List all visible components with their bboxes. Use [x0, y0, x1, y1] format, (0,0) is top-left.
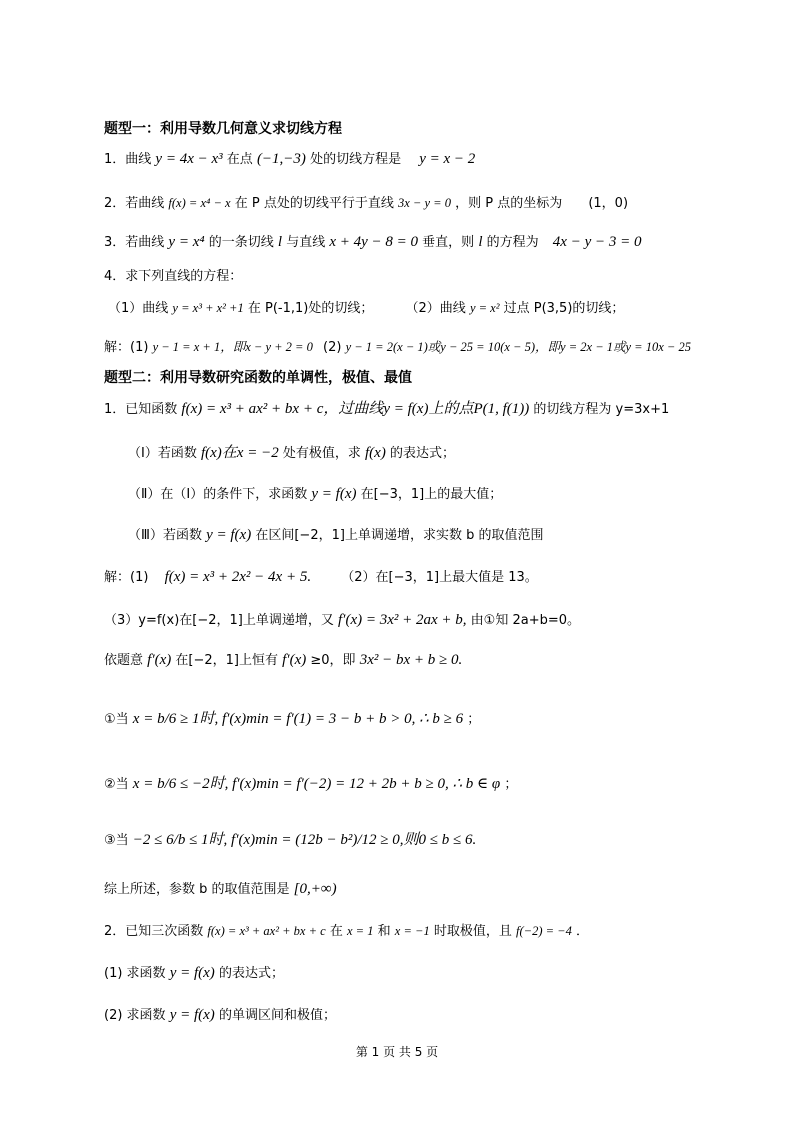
p2-end: ． [576, 924, 590, 939]
s4-mid: 在[−2，1]上恒有 [175, 653, 278, 668]
s1-label: 解：(1) [104, 570, 149, 585]
s3-end: 由①知 2a+b=0。 [470, 613, 581, 628]
q1-mid: 在点 [226, 152, 253, 167]
case-1-end: ； [467, 712, 481, 727]
s3-formula: f′(x) = 3x² + 2ax + b, [338, 612, 467, 628]
question-1 [104, 148, 475, 168]
q4-1-text: 在 P(-1,1)处的切线； [247, 301, 374, 316]
q2-mid: 在 P 点处的切线平行于直线 [234, 196, 394, 211]
s4-formula: f′(x) [147, 652, 172, 668]
s1-part2: （2）在[−3，1]上最大值是 13。 [341, 570, 538, 585]
p2-formula-3: x = −1 [394, 924, 430, 938]
question-4-parts [108, 297, 624, 316]
q2-text: 2．若曲线 [104, 196, 165, 211]
q4-2-label: （2）曲线 [405, 301, 466, 316]
solution-4 [104, 336, 691, 355]
problem-1-part-III [128, 524, 543, 544]
summary-text: 综上所述，参数 b 的取值范围是 [104, 882, 290, 897]
q3-formula: y = x⁴ [168, 234, 205, 250]
p1-I-end: 的表达式； [389, 446, 455, 461]
p1-II-label: （Ⅱ）在（Ⅰ）的条件下，求函数 [128, 487, 308, 502]
sol4-label-2: (2) [323, 340, 342, 355]
q1-text: 1．曲线 [104, 152, 152, 167]
s4-text: 依题意 [104, 653, 144, 668]
p2-formula-4: f(−2) = −4 [516, 924, 572, 938]
problem-2-part-2 [104, 1004, 336, 1024]
q3-l: l [277, 234, 283, 250]
p2-2-label: (2) 求函数 [104, 1008, 166, 1023]
summary [104, 878, 337, 898]
q2-answer: (1，0) [588, 196, 629, 211]
q4-2-text: 过点 P(3,5)的切线； [503, 301, 625, 316]
problem-1-part-II [128, 483, 502, 503]
section-heading-1: 题型一：利用导数几何意义求切线方程 [104, 121, 342, 137]
case-1 [104, 707, 480, 728]
problem-2 [104, 920, 589, 939]
p1-label: 1．已知函数 [104, 402, 178, 417]
p2-mid2: 和 [377, 924, 391, 939]
question-2 [104, 192, 628, 211]
sol4-formula-2: y − 1 = 2(x − 1)或y − 25 = 10(x − 5)，即y = 2x − 1或y = 10x − 25 [345, 340, 691, 354]
sol4-label: 解：(1) [104, 340, 149, 355]
p1-III-text: 在区间[−2，1]上单调递增，求实数 b 的取值范围 [255, 528, 544, 543]
p2-mid3: 时取极值，且 [433, 924, 512, 939]
q3-mid2: 与直线 [286, 235, 326, 250]
p1-I-formula-2: f(x) [365, 445, 386, 461]
q4-1-label: （1）曲线 [108, 301, 169, 316]
case-3-formula: −2 ≤ 6/b ≤ 1时, f′(x)min = (12b − b²)/12 ≥ 0,则0 ≤ b ≤ 6. [132, 832, 477, 848]
p1-I-label: （Ⅰ）若函数 [128, 446, 197, 461]
p2-1-label: (1) 求函数 [104, 966, 166, 981]
q3-line-formula: x + 4y − 8 = 0 [329, 234, 419, 250]
s1-formula: f(x) = x³ + 2x² − 4x + 5. [164, 569, 312, 585]
q2-line-formula: 3x − y = 0 [397, 196, 451, 210]
p1-III-label: （Ⅲ）若函数 [128, 528, 202, 543]
case-3 [104, 828, 476, 849]
p2-label: 2．已知三次函数 [104, 924, 204, 939]
problem-1-part-I [128, 441, 455, 462]
q3-mid3: 垂直，则 [422, 235, 475, 250]
q3-l2: l [478, 234, 483, 250]
solution-condition [104, 649, 462, 669]
p2-formula-2: x = 1 [347, 924, 374, 938]
case-2 [104, 772, 517, 793]
q2-formula: f(x) = x⁴ − x [168, 196, 231, 210]
problem-2-part-1 [104, 962, 284, 982]
case-2-end: ； [504, 777, 518, 792]
case-1-formula: x = b/6 ≥ 1时, f′(x)min = f′(1) = 3 − b + b > 0, ∴ b ≥ 6 [132, 711, 464, 727]
s4-formula-2: f′(x) [282, 652, 307, 668]
q4-2-formula: y = x² [469, 301, 500, 315]
case-1-label: ①当 [104, 712, 129, 727]
p2-mid: 在 [329, 924, 343, 939]
s3-text: （3）y=f(x)在[−2，1]上单调递增，又 [104, 613, 334, 628]
case-2-formula: x = b/6 ≤ −2时, f′(x)min = f′(−2) = 12 + 2b + b ≥ 0, ∴ b ∈ φ [132, 776, 501, 792]
page-footer: 第 1 页 共 5 页 [355, 1045, 439, 1059]
p1-II-text: 在[−3，1]上的最大值； [360, 487, 503, 502]
question-3 [104, 231, 641, 251]
q3-answer: 4x − y − 3 = 0 [552, 234, 642, 250]
question-4: 4．求下列直线的方程： [104, 269, 243, 284]
q3-text: 3．若曲线 [104, 235, 165, 250]
p2-1-text: 的表达式； [218, 966, 284, 981]
p1-II-formula: y = f(x) [311, 486, 357, 502]
solution-3 [104, 609, 580, 629]
case-3-label: ③当 [104, 833, 129, 848]
q1-point: (−1,−3) [256, 151, 306, 167]
p1-I-text: 处有极值，求 [282, 446, 361, 461]
p2-2-formula: y = f(x) [169, 1007, 215, 1023]
p2-1-formula: y = f(x) [169, 965, 215, 981]
p1-I-formula: f(x)在x = −2 [200, 445, 279, 461]
case-2-label: ②当 [104, 777, 129, 792]
section-heading-2: 题型二：利用导数研究函数的单调性，极值、最值 [104, 370, 412, 386]
q3-mid: 的一条切线 [208, 235, 274, 250]
summary-formula: [0,+∞) [293, 881, 337, 897]
q1-end: 处的切线方程是 [310, 152, 402, 167]
p1-III-formula: y = f(x) [206, 527, 252, 543]
s4-formula-3: 3x² − bx + b ≥ 0. [359, 652, 463, 668]
p2-formula: f(x) = x³ + ax² + bx + c [207, 924, 326, 938]
p1-formula: f(x) = x³ + ax² + bx + c，过曲线y = f(x)上的点P(1, f(1)) [181, 401, 530, 417]
q1-formula: y = 4x − x³ [155, 151, 223, 167]
q3-end: 的方程为 [486, 235, 539, 250]
sol4-formula-1: y − 1 = x + 1，即x − y + 2 = 0 [152, 340, 313, 354]
q2-end: ，则 P 点的坐标为 [455, 196, 563, 211]
q1-answer: y = x − 2 [419, 151, 476, 167]
s4-mid2: ≥0，即 [310, 653, 356, 668]
p1-text: 的切线方程为 y=3x+1 [533, 402, 670, 417]
q4-1-formula: y = x³ + x² +1 [172, 301, 244, 315]
problem-1 [104, 397, 669, 418]
solution-1 [104, 566, 538, 586]
p2-2-text: 的单调区间和极值； [218, 1008, 336, 1023]
